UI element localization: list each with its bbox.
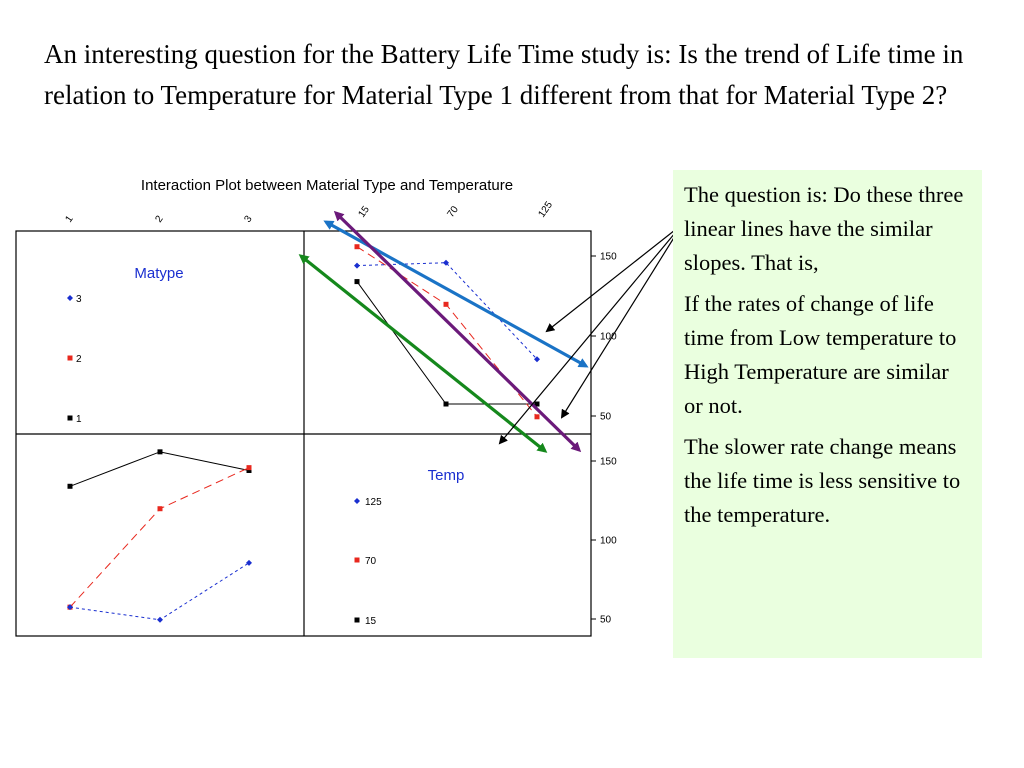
matype-legend-marker xyxy=(67,295,73,301)
temp-legend-marker xyxy=(354,498,360,504)
matype-legend-label: 2 xyxy=(76,354,82,365)
note-paragraph-1: The question is: Do these three linear lines have the similar slopes. That is, xyxy=(684,182,964,275)
temperature-panel-point xyxy=(444,402,449,407)
chart-title: Interaction Plot between Material Type and Temperature xyxy=(140,177,514,194)
temperature-panel-point xyxy=(354,263,360,269)
explanation-box xyxy=(673,170,982,658)
matype-panel-label: Matype xyxy=(134,265,184,282)
temp-panel-label: Temp xyxy=(427,467,465,484)
temperature-panel-series-line xyxy=(357,282,537,404)
top-axis-temp-label: 125 xyxy=(536,199,556,220)
y-tick-label: 150 xyxy=(600,456,617,468)
y-tick-label: 150 xyxy=(600,251,617,263)
temp-legend-label: 15 xyxy=(365,616,377,627)
purple-trend-arrow xyxy=(336,213,579,450)
y-tick-label: 100 xyxy=(600,535,617,547)
temp-legend-label: 125 xyxy=(365,497,382,508)
temperature-panel-point xyxy=(444,302,449,307)
top-axis-temp-label: 15 xyxy=(356,204,372,220)
temp-legend-marker xyxy=(355,558,360,563)
temperature-panel-point xyxy=(355,279,360,284)
top-axis-matype-label: 2 xyxy=(153,213,166,225)
temperature-panel-series-line xyxy=(357,247,537,417)
intro-paragraph: An interesting question for the Battery Life Time study is: Is the trend of Life time in relation to Temperature for Material Type 1 different from that for Material Type 2? xyxy=(44,39,964,110)
top-axis-matype-label: 1 xyxy=(63,213,76,225)
matype-legend-label: 3 xyxy=(76,294,82,305)
temp-legend-marker xyxy=(355,618,360,623)
top-axis-temp-label: 70 xyxy=(445,204,461,220)
matype-legend-label: 1 xyxy=(76,414,82,425)
matype-panel-series-line xyxy=(70,563,249,620)
note-paragraph-2: If the rates of change of life time from Low temperature to High Temperature are similar or not. xyxy=(684,291,957,418)
temperature-panel-point xyxy=(355,244,360,249)
matype-panel-point xyxy=(247,465,252,470)
matype-panel-point xyxy=(68,484,73,489)
pointer-arrow-1 xyxy=(547,230,675,331)
green-trend-arrow xyxy=(301,256,545,451)
y-tick-label: 50 xyxy=(600,411,612,423)
temperature-panel-series-line xyxy=(357,263,537,359)
temperature-panel-point xyxy=(535,414,540,419)
matype-panel-series-line xyxy=(70,468,249,608)
matype-panel-point xyxy=(246,560,252,566)
matype-legend-marker xyxy=(68,416,73,421)
matype-panel-point xyxy=(157,617,163,623)
blue-trend-arrow xyxy=(326,222,586,366)
temp-legend-label: 70 xyxy=(365,556,377,567)
y-tick-label: 100 xyxy=(600,331,617,343)
matype-legend-marker xyxy=(68,356,73,361)
matype-panel-point xyxy=(158,506,163,511)
pointer-arrow-3 xyxy=(562,236,675,417)
matype-panel-series-line xyxy=(70,452,249,486)
top-axis-matype-label: 3 xyxy=(242,213,255,225)
matype-panel-point xyxy=(158,449,163,454)
y-tick-label: 50 xyxy=(600,614,612,626)
pointer-arrow-2 xyxy=(500,233,675,443)
note-paragraph-3: The slower rate change means the life time is less sensitive to the temperature. xyxy=(684,434,961,527)
